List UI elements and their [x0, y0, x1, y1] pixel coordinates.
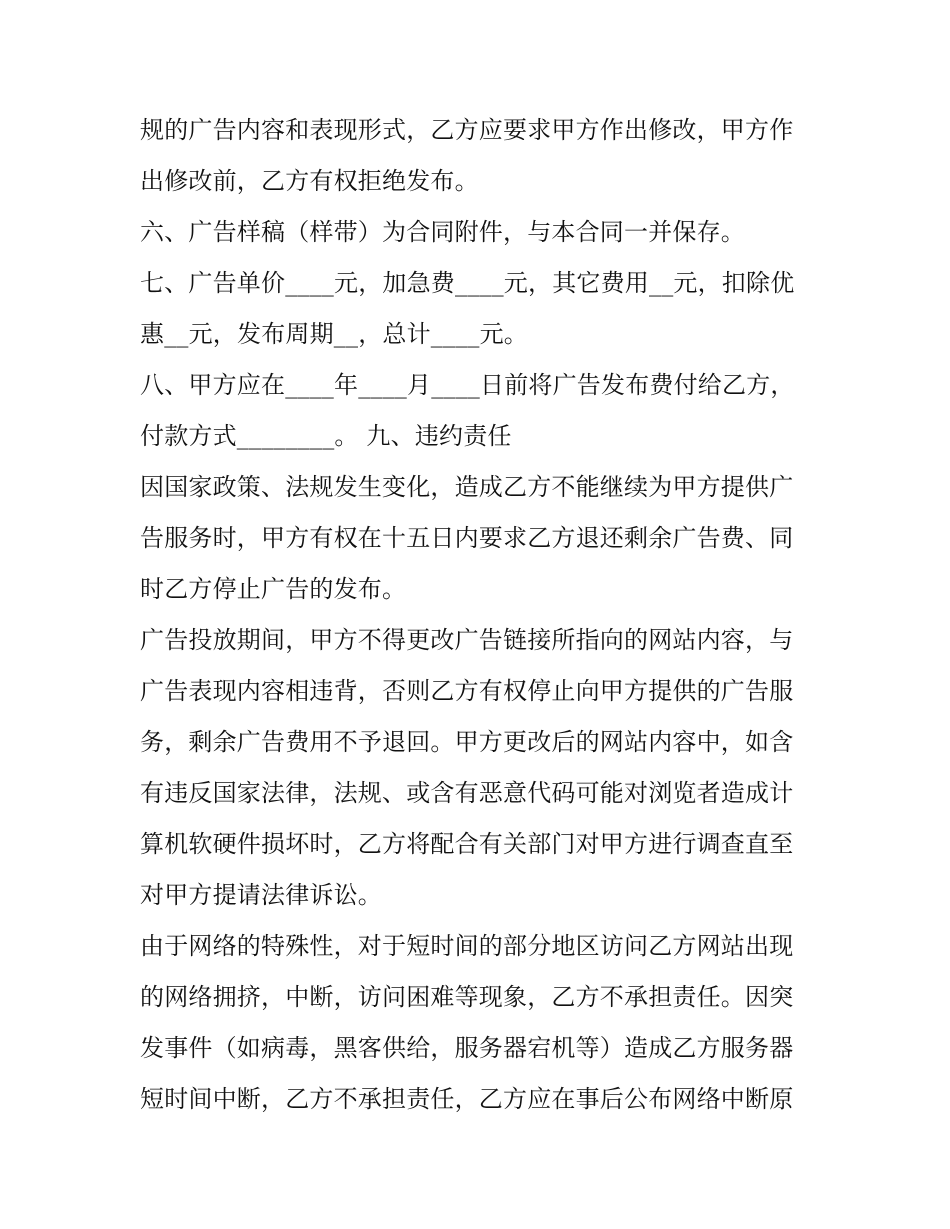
contract-text	[140, 108, 812, 1128]
text-line: 因国家政策、法规发生变化，造成乙方不能继续为甲方提供广	[140, 473, 794, 501]
text-line: 的网络拥挤，中断，访问困难等现象，乙方不承担责任。因突	[140, 983, 794, 1011]
text-line: 广告表现内容相违背，否则乙方有权停止向甲方提供的广告服	[140, 677, 794, 705]
text-line: 六、广告样稿（样带）为合同附件，与本合同一并保存。	[140, 218, 745, 246]
text-line: 对甲方提请法律诉讼。	[140, 881, 382, 909]
text-line: 出修改前，乙方有权拒绝发布。	[140, 167, 479, 195]
text-line: 惠__元，发布周期__，总计____元。	[140, 320, 528, 348]
text-line: 务，剩余广告费用不予退回。甲方更改后的网站内容中，如含	[140, 728, 794, 756]
text-line: 发事件（如病毒，黑客供给，服务器宕机等）造成乙方服务器	[140, 1034, 794, 1062]
text-line: 有违反国家法律，法规、或含有恶意代码可能对浏览者造成计	[140, 779, 794, 807]
text-line: 由于网络的特殊性，对于短时间的部分地区访问乙方网站出现	[140, 932, 794, 960]
text-line: 广告投放期间，甲方不得更改广告链接所指向的网站内容，与	[140, 626, 794, 654]
text-line: 告服务时，甲方有权在十五日内要求乙方退还剩余广告费、同	[140, 524, 794, 552]
text-line: 八、甲方应在____年____月____日前将广告发布费付给乙方，	[140, 371, 795, 399]
text-line: 七、广告单价____元，加急费____元，其它费用__元，扣除优	[140, 269, 795, 297]
text-line: 规的广告内容和表现形式，乙方应要求甲方作出修改，甲方作	[140, 116, 794, 144]
text-line: 时乙方停止广告的发布。	[140, 575, 407, 603]
text-line: 付款方式________。 九、违约责任	[140, 422, 512, 450]
text-line: 短时间中断，乙方不承担责任，乙方应在事后公布网络中断原	[140, 1085, 794, 1113]
text-line: 算机软硬件损坏时，乙方将配合有关部门对甲方进行调查直至	[140, 830, 794, 858]
